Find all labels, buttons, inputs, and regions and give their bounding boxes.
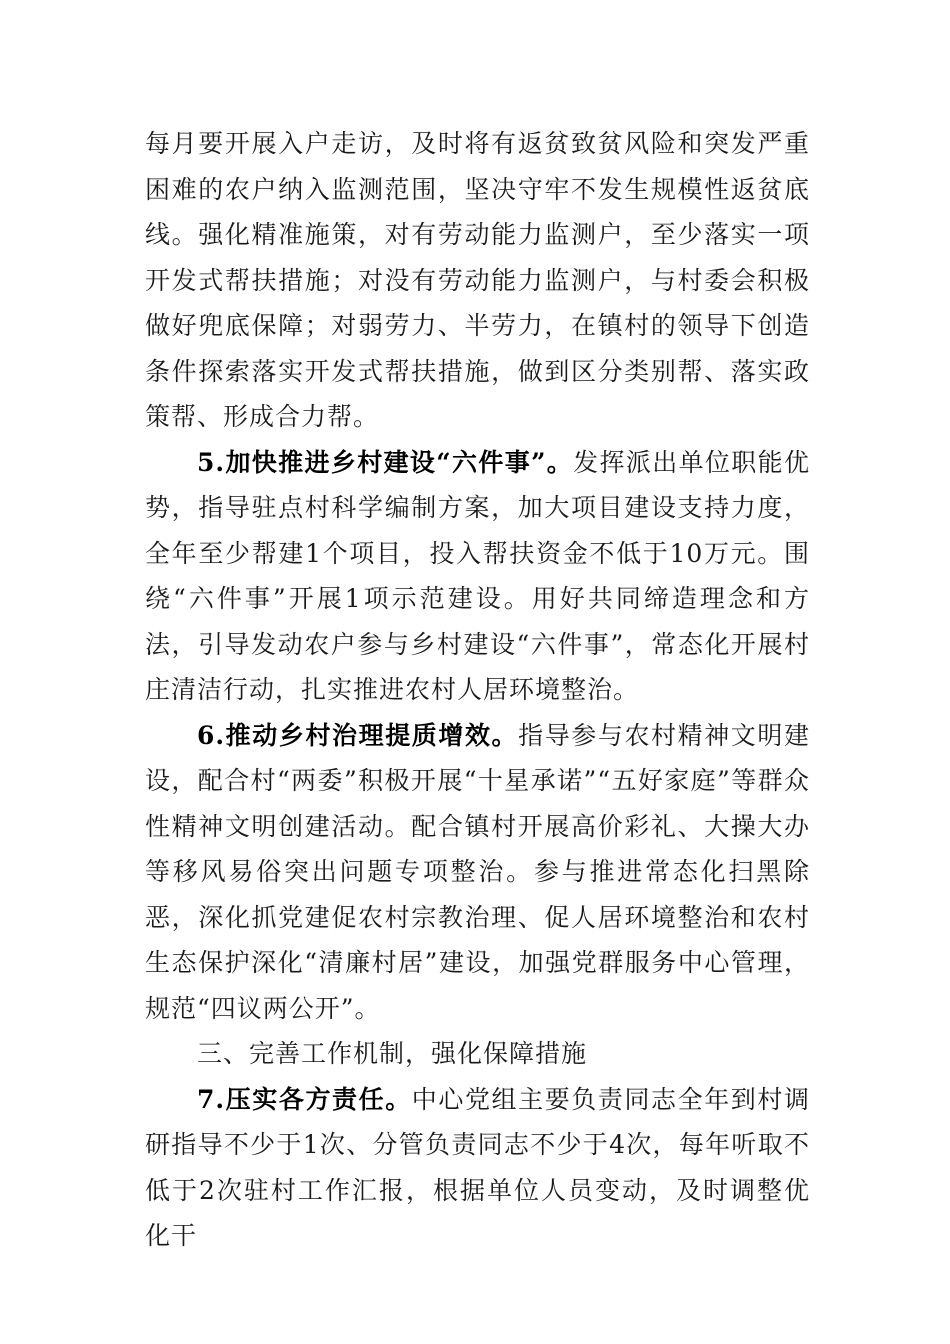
paragraph-poverty-monitoring	[145, 121, 810, 440]
paragraph-text: 每月要开展入户走访，及时将有返贫致贫风险和突发严重困难的农户纳入监测范围，坚决守牢不发生规模性返贫底线。强化精准施策，对有劳动能力监测户，至少落实一项开发式帮扶措施；对没有劳动能力监测户，与村委会积极做好兜底保障；对弱劳力、半劳力，在镇村的领导下创造条件探索落实开发式帮扶措施，做到区分类别帮、落实政策帮、形成合力帮。	[145, 129, 810, 431]
paragraph-text: 指导参与农村精神文明建设，配合村“两委”积极开展“十星承诺”“五好家庭”等群众性精神文明创建活动。配合镇村开展高价彩礼、大操大办等移风易俗突出问题专项整治。参与推进常态化扫黑除恶，深化抓党建促农村宗教治理、促人居环境整治和农村生态保护深化“清廉村居”建设，加强党群服务中心管理，规范“四议两公开”。	[145, 720, 810, 1023]
paragraph-text: 发挥派出单位职能优势，指导驻点村科学编制方案，加大项目建设支持力度，全年至少帮建1个项目，投入帮扶资金不低于10万元。围绕“六件事”开展1项示范建设。用好共同缔造理念和方法，引导发动农户参与乡村建设“六件事”，常态化开展村庄清洁行动，扎实推进农村人居环境整治。	[145, 447, 810, 704]
document-body	[145, 121, 810, 1259]
paragraph-responsibilities	[145, 1077, 810, 1259]
paragraph-lead: 5.加快推进乡村建设“六件事”。	[197, 447, 574, 477]
paragraph-lead: 6.推动乡村治理提质增效。	[197, 720, 519, 750]
section-heading: 三、完善工作机制，强化保障措施	[197, 1039, 588, 1068]
paragraph-rural-governance	[145, 713, 810, 1032]
paragraph-text: 中心党组主要负责同志全年到村调研指导不少于1次、分管负责同志不少于4次，每年听取不低于2次驻村工作汇报，根据单位人员变动，及时调整优化干	[145, 1084, 810, 1250]
paragraph-rural-construction	[145, 440, 810, 713]
paragraph-lead: 7.压实各方责任。	[197, 1084, 412, 1114]
